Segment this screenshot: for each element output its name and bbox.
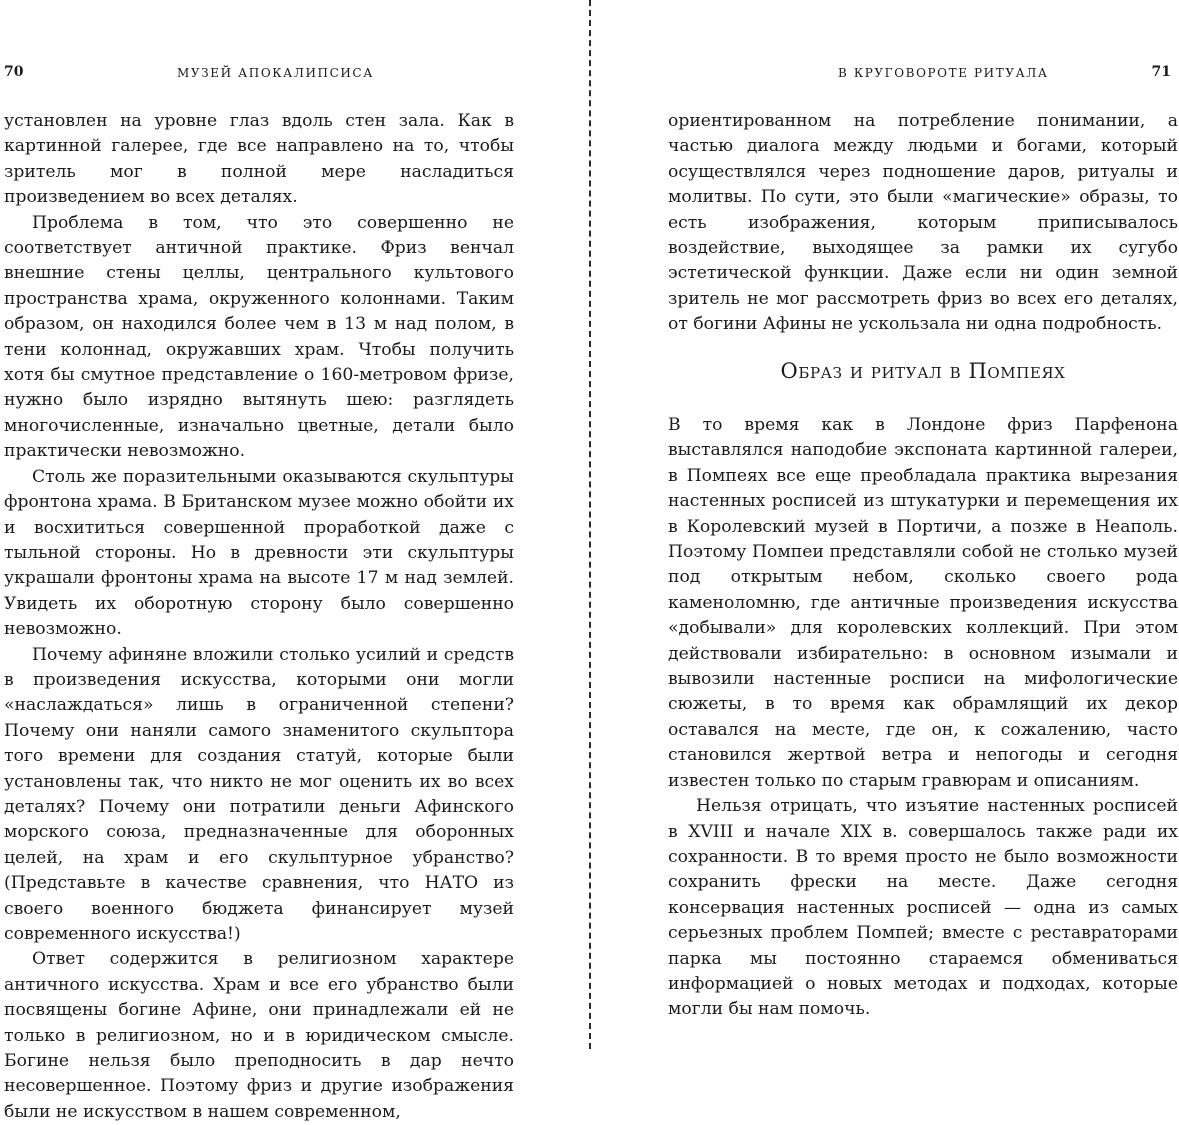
right-body-text-top (668, 109, 1178, 338)
paragraph: В то время как в Лондоне фриз Парфенона выставлялся наподобие экспоната картинной галереи, в Помпеях все еще преобладала практика вырезания настенных росписей из штукатурки и перемещения их в Королевский музей в Портичи, а позже в Неаполь. Поэтому Помпеи представляли собой не столько музей под открытым небом, сколько своего рода каменоломню, где античные произведения искусства «добывали» для королевских коллекций. При этом действовали избирательно: в основном изымали и вывозили настенные росписи на мифологические сюжеты, в то время как обрамлящий их декор оставался на месте, где он, к сожалению, часто становился жертвой ветра и непогоды и сегодня известен только по старым гравюрам и описаниям. (668, 415, 1178, 791)
running-head-right: В КРУГОВОРОТЕ РИТУАЛА (838, 66, 1049, 80)
paragraph: установлен на уровне глаз вдоль стен зала. Как в картинной галерее, где все направлено на то, чтобы зритель мог в полной мере насладиться произведением во всех деталях. (4, 111, 514, 208)
paragraph: Ответ содержится в религиозном характере античного искусства. Храм и все его убранство были посвящены богине Афине, они принадлежали ей не только в религиозном, но и в юридическом смысле. Богине нельзя было преподносить в дар нечто несовершенное. Поэтому фриз и другие изображения были не искусством в нашем современном, (4, 949, 514, 1122)
right-body-text-section (668, 413, 1178, 1023)
running-head-left: МУЗЕЙ АПОКАЛИПСИСА (177, 66, 374, 80)
section-heading: Образ и ритуал в Помпеях (780, 359, 1066, 383)
paragraph: Столь же поразительными оказываются скульптуры фронтона храма. В Британском музее можно обойти их и восхититься совершенной проработкой даже с тыльной стороны. Но в древности эти скульптуры украшали фронтоны храма на высоте 17 м над землей. Увидеть их оборотную сторону было совершенно невозможно. (4, 466, 514, 640)
left-page (0, 0, 589, 1122)
right-page (590, 0, 1179, 1049)
left-body-text (4, 109, 514, 1125)
paragraph: Почему афиняне вложили столько усилий и средств в произведения искусства, которыми они могли «наслаждаться» лишь в ограниченной степени? Почему они наняли самого знаменитого скульптора того времени для создания статуй, которые были установлены так, что никто не мог оценить их во всех деталях? Почему они потратили деньги Афинского морского союза, предназначенные для оборонных целей, на храм и его скульптурное убранство? (Представьте в качестве сравнения, что НАТО из своего военного бюджета финансирует музей современного искусства!) (4, 644, 514, 944)
paragraph: Нельзя отрицать, что изъятие настенных росписей в XVIII и начале XIX в. совершалось также ради их сохранности. В то время просто не было возможности сохранить фрески на месте. Даже сегодня консервация настенных росписей — одна из самых серьезных проблем Помпей; вместе с реставраторами парка мы постоянно стараемся обмениваться информацией о новых методах и подходах, которые могли бы нам помочь. (668, 796, 1178, 1020)
page-number-right: 71 (1151, 64, 1171, 80)
paragraph: Проблема в том, что это совершенно не соответствует античной практике. Фриз венчал внешние стены целлы, центрального культового пространства храма, окруженного колоннами. Таким образом, он находился более чем в 13 м над полом, в тени колоннад, окружавших храм. Чтобы получить хотя бы смутное представление о 160-метровом фризе, нужно было изрядно вытянуть шею: разглядеть многочисленные, изначально цветные, детали было практически невозможно. (4, 212, 514, 462)
paragraph: ориентированном на потребление понимании, а частью диалога между людьми и богами, который осуществлялся через подношение даров, ритуалы и молитвы. По сути, это были «магические» образы, то есть изображения, которым приписывалось воздействие, выходящее за рамки их сугубо эстетической функции. Даже если ни один земной зритель не мог рассмотреть фриз во всех его деталях, от богини Афины не ускользала ни одна подробность. (668, 111, 1178, 335)
page-number-left: 70 (4, 64, 24, 80)
